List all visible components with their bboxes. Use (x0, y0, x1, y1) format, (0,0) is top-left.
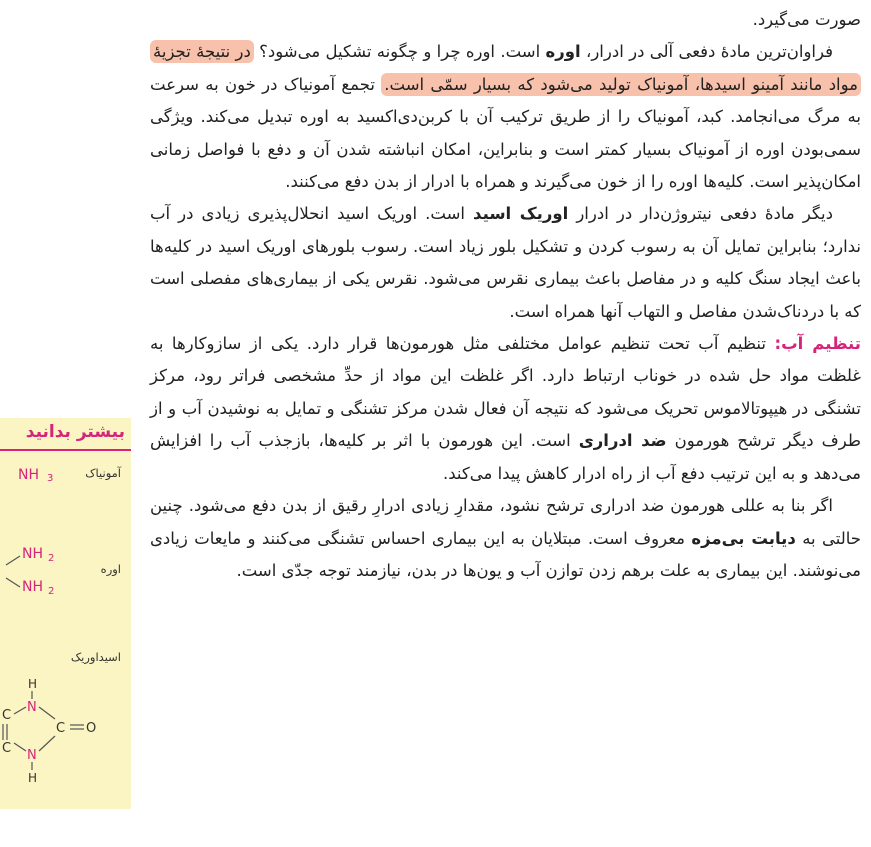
term-antidiuretic: ضد ادراری (578, 431, 667, 451)
uric-h-top: H (28, 677, 38, 691)
term-uric-acid: اوریک اسید (473, 204, 569, 224)
section-heading: تنظیم آب: (774, 334, 861, 354)
main-text-column (150, 4, 861, 587)
paragraph-diabetes-insipidus (150, 490, 861, 587)
urea-nh-top: NH (22, 546, 43, 562)
urea-subscript-bottom: 2 (48, 586, 55, 597)
text-run: است. این هورمون با اثر بر کلیه‌ها، بازجذب آب را افزایش می‌دهد و به این ترتیب دفع آب از راه ادرار کاهش پیدا می‌کند. (150, 431, 861, 483)
uric-c-carbonyl: C (56, 721, 66, 736)
urea-subscript-top: 2 (48, 553, 55, 564)
text-run: معروف است. مبتلایان به این بیماری احساس تشنگی می‌کنند و مایعات زیادی می‌نوشند. این بیماری به علت برهم زدن توازن آب و یون‌ها در بدن، نیازمند توجه جدّی است. (150, 528, 861, 580)
text-line: صورت می‌گیرد. (752, 10, 861, 29)
continued-line (150, 4, 861, 36)
highlighted-sentence: در نتیجهٔ تجزیهٔ مواد مانند آمینو اسیدها، آمونیاک تولید می‌شود که بسیار سمّی است. (150, 40, 861, 95)
urea-label: اوره (100, 562, 121, 576)
text-run: دیگر مادهٔ دفعی نیتروژن‌دار در ادرار (568, 204, 833, 224)
more-info-box (0, 418, 131, 809)
ammonia-label: آمونیاک (85, 466, 121, 480)
ammonia-subscript: 3 (47, 473, 54, 484)
uric-acid-label: اسیداوریک (70, 650, 121, 664)
text-run: است. اوره چرا و چگونه تشکیل می‌شود؟ (253, 42, 546, 62)
molecule-diagrams (0, 418, 131, 809)
ammonia-structure (18, 467, 53, 484)
text-run: اگر بنا به عللی هورمون ضد ادراری ترشح نشود، مقدارِ زیادی ادرارِ رقیق از بدن دفع می‌شود. چنین حالتی به (150, 496, 861, 548)
urea-structure (6, 546, 54, 597)
urea-nh-bottom: NH (22, 579, 43, 595)
paragraph-urea (150, 36, 861, 198)
paragraph-uric-acid (150, 198, 861, 328)
uric-c-bottom: C (2, 741, 12, 756)
ammonia-nh: NH (18, 467, 39, 483)
text-run: تنظیم آب تحت تنظیم عوامل مختلفی مثل هورمون‌ها قرار دارد. یکی از سازوکارها به غلظت مواد حل شده در خوناب ارتباط دارد. اگر غلظت این مواد از حدِّ مشخصی فراتر رود، مرکز تشنگی در هیپوتالاموس تحریک می‌شود که نتیجه آن فعال شدن مرکز تشنگی و تمایل به نوشیدن آب و از طرف دیگر ترشح هورمون (150, 334, 861, 451)
uric-c-top: C (2, 708, 12, 723)
uric-o: O (86, 721, 97, 736)
term-urea: اوره (545, 42, 581, 62)
paragraph-water-regulation (150, 328, 861, 490)
box-title: بیشتر بدانید (25, 422, 125, 442)
uric-n-top: N (27, 700, 37, 715)
term-diabetes-insipidus: دیابت بی‌مزه (691, 528, 796, 548)
uric-h-bottom: H (28, 771, 38, 785)
text-run: فراوان‌ترین مادهٔ دفعی آلی در ادرار، (580, 42, 834, 62)
text-run: تجمع آمونیاک در خون به سرعت به مرگ می‌انجامد. کبد، آمونیاک را از طریق ترکیب آن با کربن‌دی‌اکسید به اوره تبدیل می‌کند. ویژگی سمی‌بودن اوره از آمونیاک بسیار کمتر است و بنابراین، امکان انباشته شدن آن و دفع با فواصل زمانی امکان‌پذیر است. کلیه‌ها اوره را از خون می‌گیرند و همراه با ادرار از بدن دفع می‌کنند. (150, 74, 861, 192)
uric-acid-structure (2, 677, 96, 785)
uric-n-bottom: N (27, 748, 37, 763)
text-run: است. اوریک اسید انحلال‌پذیری زیادی در آب ندارد؛ بنابراین تمایل آن به رسوب کردن و تشکیل بلور زیاد است. رسوب بلورهای اوریک اسید در کلیه‌ها باعث ایجاد سنگ کلیه و در مفاصل باعث بیماری نقرس می‌شود. نقرس یکی از بیماری‌های مفصلی است که با دردناک‌شدن مفاصل و التهاب آنها همراه است. (150, 204, 861, 321)
